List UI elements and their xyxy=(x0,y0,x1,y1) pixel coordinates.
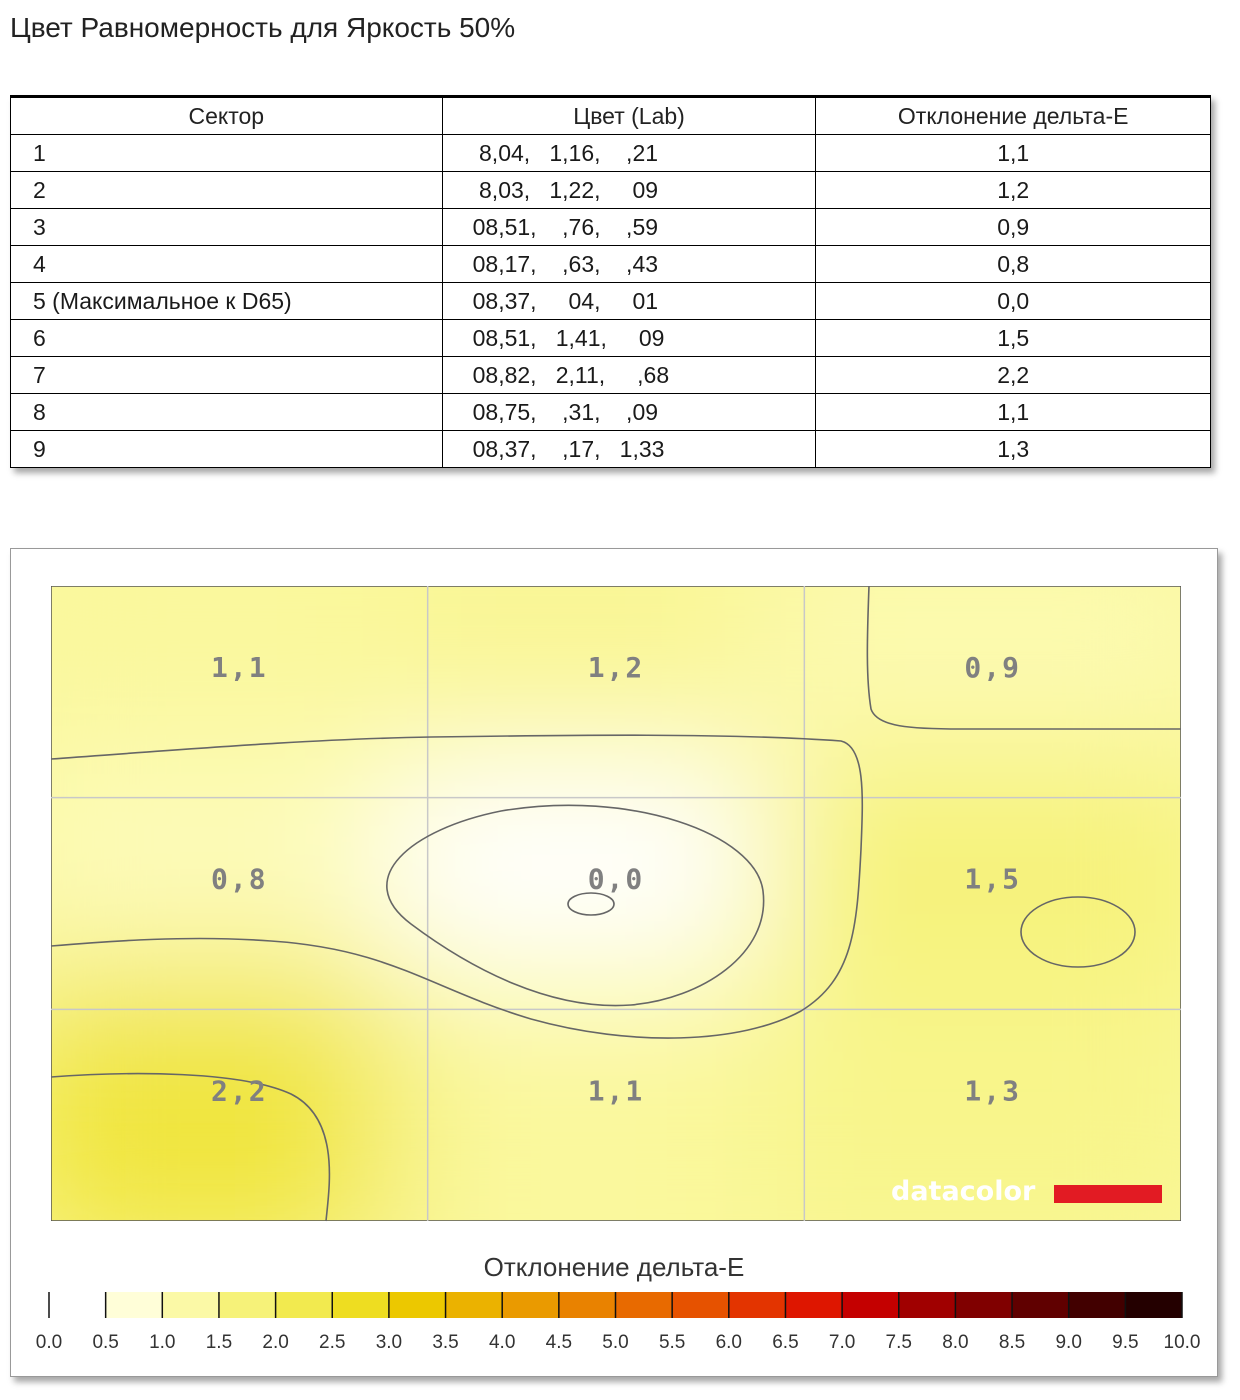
column-header-delta-e: Отклонение дельта-E xyxy=(816,97,1211,135)
table-row xyxy=(11,135,1211,172)
sector-value-label: 1,2 xyxy=(587,651,645,685)
legend-tick-label: 3.0 xyxy=(375,1332,403,1353)
svg-text:datacolor: datacolor xyxy=(891,1176,1036,1207)
lab-cell: 08,37, 04, 01 xyxy=(442,283,816,320)
sector-cell: 8 xyxy=(11,394,443,431)
table-row xyxy=(11,357,1211,394)
delta-e-cell: 0,0 xyxy=(816,283,1211,320)
table-row xyxy=(11,172,1211,209)
lab-cell: 08,82, 2,11, ,68 xyxy=(442,357,816,394)
legend-tick-label: 7.5 xyxy=(885,1332,912,1353)
legend-color-swatch xyxy=(49,1292,106,1318)
legend-color-swatch xyxy=(729,1292,786,1318)
page-title: Цвет Равномерность для Яркость 50% xyxy=(10,12,516,43)
legend-color-swatch xyxy=(502,1292,559,1318)
sector-value-label: 1,1 xyxy=(211,651,268,685)
legend-tick-label: 10.0 xyxy=(1163,1332,1201,1353)
uniformity-heatmap xyxy=(11,549,1217,1376)
legend-color-swatch xyxy=(785,1292,842,1318)
sector-cell: 9 xyxy=(11,431,443,468)
legend-color-swatch xyxy=(332,1292,389,1318)
table-header-row xyxy=(11,97,1211,135)
legend-tick-label: 8.0 xyxy=(942,1332,969,1353)
legend-title: Отклонение дельта-E xyxy=(483,1252,745,1282)
legend-color-swatch xyxy=(389,1292,446,1318)
legend-tick-label: 6.5 xyxy=(772,1332,799,1353)
sector-cell: 4 xyxy=(11,246,443,283)
legend-color-swatch xyxy=(106,1292,163,1318)
lab-cell: 08,51, 1,41, 09 xyxy=(442,320,816,357)
sector-value-label: 2,2 xyxy=(211,1074,268,1108)
sector-cell: 1 xyxy=(11,135,443,172)
legend-tick-label: 7.0 xyxy=(828,1332,856,1353)
sector-cell: 5 (Максимальное к D65) xyxy=(11,283,443,320)
lab-cell: 8,04, 1,16, ,21 xyxy=(442,135,816,172)
legend-tick-label: 9.5 xyxy=(1112,1332,1139,1353)
legend-color-swatch xyxy=(446,1292,503,1318)
column-header-sector: Сектор xyxy=(11,97,443,135)
legend-tick-label: 3.5 xyxy=(432,1332,459,1353)
delta-e-cell: 1,1 xyxy=(816,135,1211,172)
color-scale-legend xyxy=(36,1292,1201,1353)
legend-tick-label: 8.5 xyxy=(998,1332,1026,1353)
legend-color-swatch xyxy=(276,1292,333,1318)
delta-e-cell: 2,2 xyxy=(816,357,1211,394)
uniformity-heatmap-panel xyxy=(10,548,1218,1377)
table-row xyxy=(11,283,1211,320)
legend-tick-label: 5.5 xyxy=(658,1332,686,1353)
legend-tick-label: 0.0 xyxy=(35,1332,63,1353)
sector-value-label: 1,5 xyxy=(964,862,1021,896)
legend-color-swatch xyxy=(1125,1292,1182,1318)
sector-value-label: 1,1 xyxy=(587,1074,645,1108)
lab-cell: 08,17, ,63, ,43 xyxy=(442,246,816,283)
sector-value-label: 1,3 xyxy=(964,1074,1021,1108)
legend-color-swatch xyxy=(672,1292,729,1318)
table-row xyxy=(11,320,1211,357)
lab-cell: 08,75, ,31, ,09 xyxy=(442,394,816,431)
sector-cell: 2 xyxy=(11,172,443,209)
legend-tick-label: 9.0 xyxy=(1055,1332,1082,1353)
legend-color-swatch xyxy=(955,1292,1012,1318)
legend-color-swatch xyxy=(559,1292,616,1318)
uniformity-table xyxy=(10,95,1211,468)
delta-e-cell: 1,2 xyxy=(816,172,1211,209)
delta-e-cell: 0,8 xyxy=(816,246,1211,283)
legend-color-swatch xyxy=(162,1292,219,1318)
legend-tick-label: 2.5 xyxy=(319,1332,346,1353)
legend-tick-label: 0.5 xyxy=(92,1332,119,1353)
legend-tick-label: 1.5 xyxy=(205,1332,233,1353)
column-header-color-lab: Цвет (Lab) xyxy=(442,97,816,135)
legend-color-swatch xyxy=(1069,1292,1126,1318)
table-row xyxy=(11,394,1211,431)
datacolor-logo-bar xyxy=(1054,1185,1162,1203)
legend-tick-label: 4.0 xyxy=(488,1332,516,1353)
uniformity-table-container xyxy=(10,95,1211,468)
lab-cell: 08,37, ,17, 1,33 xyxy=(442,431,816,468)
legend-color-swatch xyxy=(219,1292,276,1318)
delta-e-cell: 1,3 xyxy=(816,431,1211,468)
legend-color-swatch xyxy=(616,1292,673,1318)
heat-cell xyxy=(764,969,1217,1261)
legend-color-swatch xyxy=(842,1292,899,1318)
sector-cell: 7 xyxy=(11,357,443,394)
legend-tick-label: 5.0 xyxy=(602,1332,629,1353)
legend-tick-label: 4.5 xyxy=(545,1332,573,1353)
legend-tick-label: 1.0 xyxy=(149,1332,176,1353)
sector-cell: 6 xyxy=(11,320,443,357)
lab-cell: 8,03, 1,22, 09 xyxy=(442,172,816,209)
lab-cell: 08,51, ,76, ,59 xyxy=(442,209,816,246)
legend-color-swatch xyxy=(899,1292,956,1318)
sector-value-label: 0,0 xyxy=(587,862,645,896)
legend-tick-label: 2.0 xyxy=(262,1332,289,1353)
legend-tick-label: 6.0 xyxy=(715,1332,743,1353)
table-row xyxy=(11,431,1211,468)
sector-cell: 3 xyxy=(11,209,443,246)
table-row xyxy=(11,246,1211,283)
sector-value-label: 0,8 xyxy=(211,862,268,896)
table-row xyxy=(11,209,1211,246)
sector-value-label: 0,9 xyxy=(964,651,1021,685)
delta-e-cell: 1,5 xyxy=(816,320,1211,357)
delta-e-cell: 0,9 xyxy=(816,209,1211,246)
delta-e-cell: 1,1 xyxy=(816,394,1211,431)
legend-color-swatch xyxy=(1012,1292,1069,1318)
